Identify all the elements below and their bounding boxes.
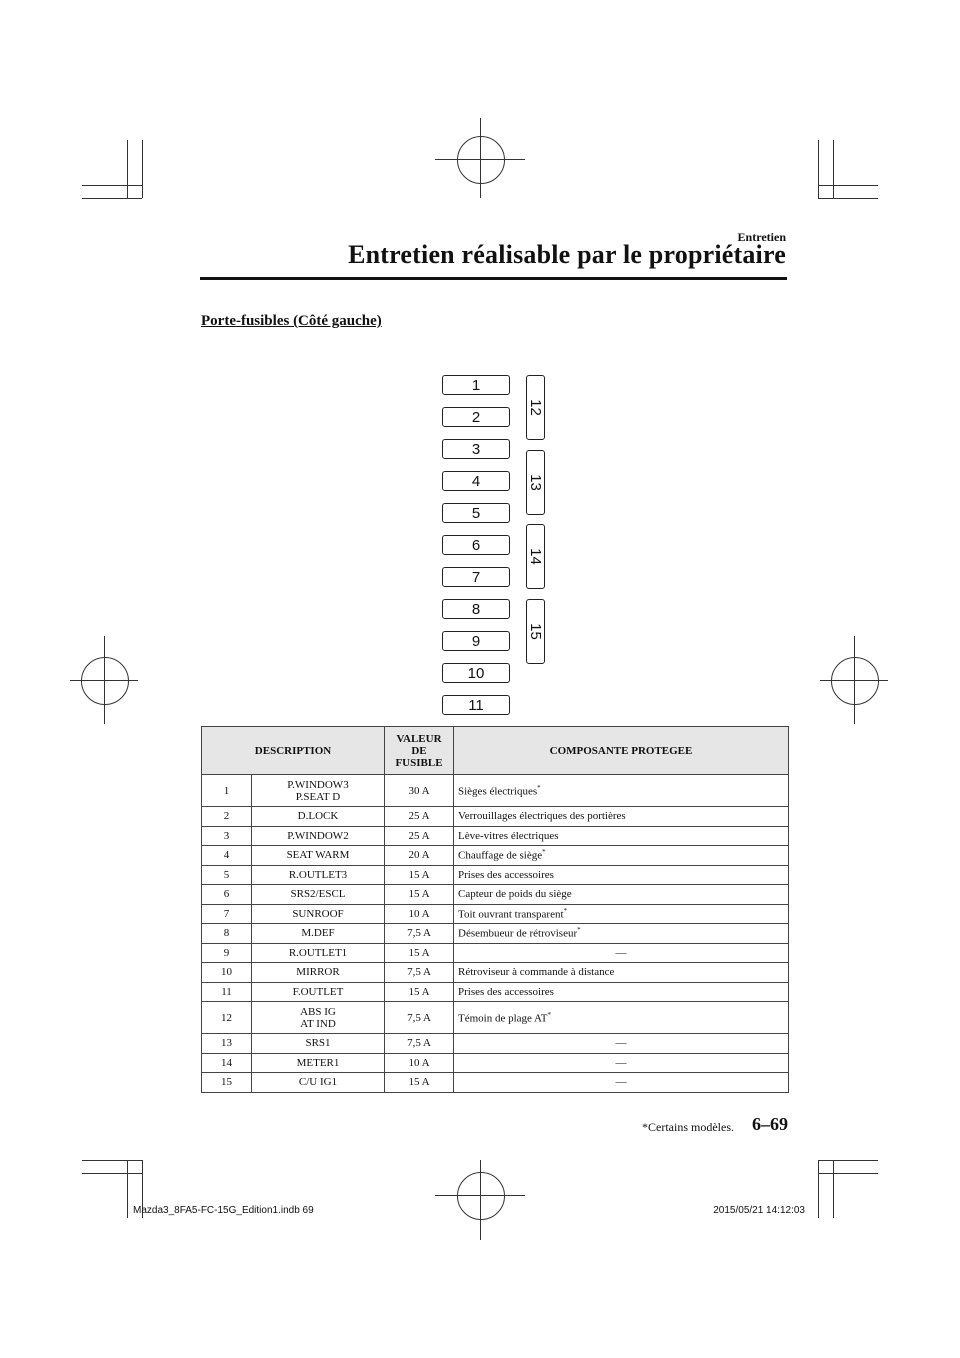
fuse-slot: 9 [442,631,510,651]
optional-model-marker: * [537,783,541,792]
table-row [202,826,789,846]
protected-component-cell: Chauffage de siège* [454,846,789,866]
table-row [202,865,789,885]
optional-model-marker: * [563,906,568,915]
fuse-description-cell: R.OUTLET3 [252,865,385,885]
fuse-value-cell: 30 A [385,775,454,807]
fuse-number-cell: 13 [202,1034,252,1054]
large-fuse-slot: 12 [526,375,545,440]
protected-component-cell: Témoin de plage AT* [454,1002,789,1034]
fuse-number-cell: 12 [202,1002,252,1034]
fuse-slot: 1 [442,375,510,395]
fuse-number-cell: 3 [202,826,252,846]
fuse-value-cell: 10 A [385,1053,454,1073]
table-row [202,943,789,963]
fuse-slot: 4 [442,471,510,491]
fuse-table [201,726,789,1093]
protected-component-cell: Lève-vitres électriques [454,826,789,846]
fuse-value-cell: 15 A [385,943,454,963]
fuse-description-cell: SRS2/ESCL [252,885,385,905]
optional-model-marker: * [542,848,546,857]
header-rule [200,277,787,280]
fuse-number-cell: 1 [202,775,252,807]
fuse-slot: 3 [442,439,510,459]
fuse-number-cell: 9 [202,943,252,963]
fuse-value-cell: 15 A [385,982,454,1002]
table-row [202,807,789,827]
fuse-number-cell: 15 [202,1073,252,1093]
protected-component-cell: Toit ouvrant transparent* [454,904,789,924]
table-row [202,1053,789,1073]
fuse-number-cell: 11 [202,982,252,1002]
fuse-value-cell: 7,5 A [385,924,454,944]
protected-component-cell: Prises des accessoires [454,865,789,885]
header-protected-component: COMPOSANTE PROTEGEE [454,727,789,775]
table-row [202,885,789,905]
fuse-description-cell: C/U IG1 [252,1073,385,1093]
table-row [202,982,789,1002]
page-title: Entretien réalisable par le propriétaire [348,240,786,269]
fuse-slot: 5 [442,503,510,523]
protected-component-cell: — [454,1053,789,1073]
fuse-value-cell: 20 A [385,846,454,866]
fuse-slot: 10 [442,663,510,683]
fuse-description-cell: F.OUTLET [252,982,385,1002]
fuse-slot: 2 [442,407,510,427]
protected-component-cell: Rétroviseur à commande à distance [454,963,789,983]
fuse-description-cell: SRS1 [252,1034,385,1054]
table-row [202,904,789,924]
section-label: Entretien [737,230,786,244]
fuse-slot: 8 [442,599,510,619]
fuse-value-cell: 25 A [385,807,454,827]
protected-component-cell: — [454,943,789,963]
fuse-description-cell: P.WINDOW3 P.SEAT D [252,775,385,807]
large-fuse-slot: 14 [526,524,545,589]
fuse-value-cell: 10 A [385,904,454,924]
large-fuse-slot: 13 [526,450,545,515]
optional-model-marker: * [577,926,581,935]
fuse-description-cell: MIRROR [252,963,385,983]
print-timestamp: 2015/05/21 14:12:03 [713,1205,805,1216]
optional-model-marker: * [547,1010,552,1019]
table-row [202,775,789,807]
table-header-row [202,727,789,775]
protected-component-cell: — [454,1073,789,1093]
protected-component-cell: Désembueur de rétroviseur* [454,924,789,944]
fuse-value-cell: 7,5 A [385,1002,454,1034]
protected-component-cell: Sièges électriques* [454,775,789,807]
large-fuse-slot: 15 [526,599,545,664]
fuse-number-cell: 7 [202,904,252,924]
header-description: DESCRIPTION [202,727,385,775]
header-fuse-value: VALEUR DE FUSIBLE [385,727,454,775]
table-row [202,1073,789,1093]
fuse-description-cell: ABS IG AT IND [252,1002,385,1034]
fuse-slot: 7 [442,567,510,587]
fuse-description-cell: M.DEF [252,924,385,944]
protected-component-cell: Capteur de poids du siège [454,885,789,905]
fuse-description-cell: METER1 [252,1053,385,1073]
fuse-description-cell: P.WINDOW2 [252,826,385,846]
fuse-number-cell: 4 [202,846,252,866]
fuse-number-cell: 14 [202,1053,252,1073]
fuse-number-cell: 2 [202,807,252,827]
table-row [202,846,789,866]
fuse-slot: 11 [442,695,510,715]
fuse-number-cell: 8 [202,924,252,944]
protected-component-cell: Prises des accessoires [454,982,789,1002]
fuse-value-cell: 15 A [385,885,454,905]
table-row [202,963,789,983]
fuse-description-cell: SUNROOF [252,904,385,924]
footnote: *Certains modèles. [642,1120,734,1134]
fuse-description-cell: D.LOCK [252,807,385,827]
protected-component-cell: — [454,1034,789,1054]
fuse-value-cell: 15 A [385,1073,454,1093]
page-number: 6–69 [752,1114,788,1134]
fuse-number-cell: 10 [202,963,252,983]
fuse-value-cell: 7,5 A [385,963,454,983]
print-filename: Mazda3_8FA5-FC-15G_Edition1.indb 69 [133,1205,314,1216]
fuse-description-cell: R.OUTLET1 [252,943,385,963]
fuse-value-cell: 7,5 A [385,1034,454,1054]
protected-component-cell: Verrouillages électriques des portières [454,807,789,827]
fuse-number-cell: 6 [202,885,252,905]
table-row [202,1034,789,1054]
fuse-description-cell: SEAT WARM [252,846,385,866]
table-row [202,1002,789,1034]
fuse-slot: 6 [442,535,510,555]
fuse-value-cell: 15 A [385,865,454,885]
section-subheading: Porte-fusibles (Côté gauche) [201,313,382,329]
fuse-value-cell: 25 A [385,826,454,846]
table-row [202,924,789,944]
fuse-number-cell: 5 [202,865,252,885]
